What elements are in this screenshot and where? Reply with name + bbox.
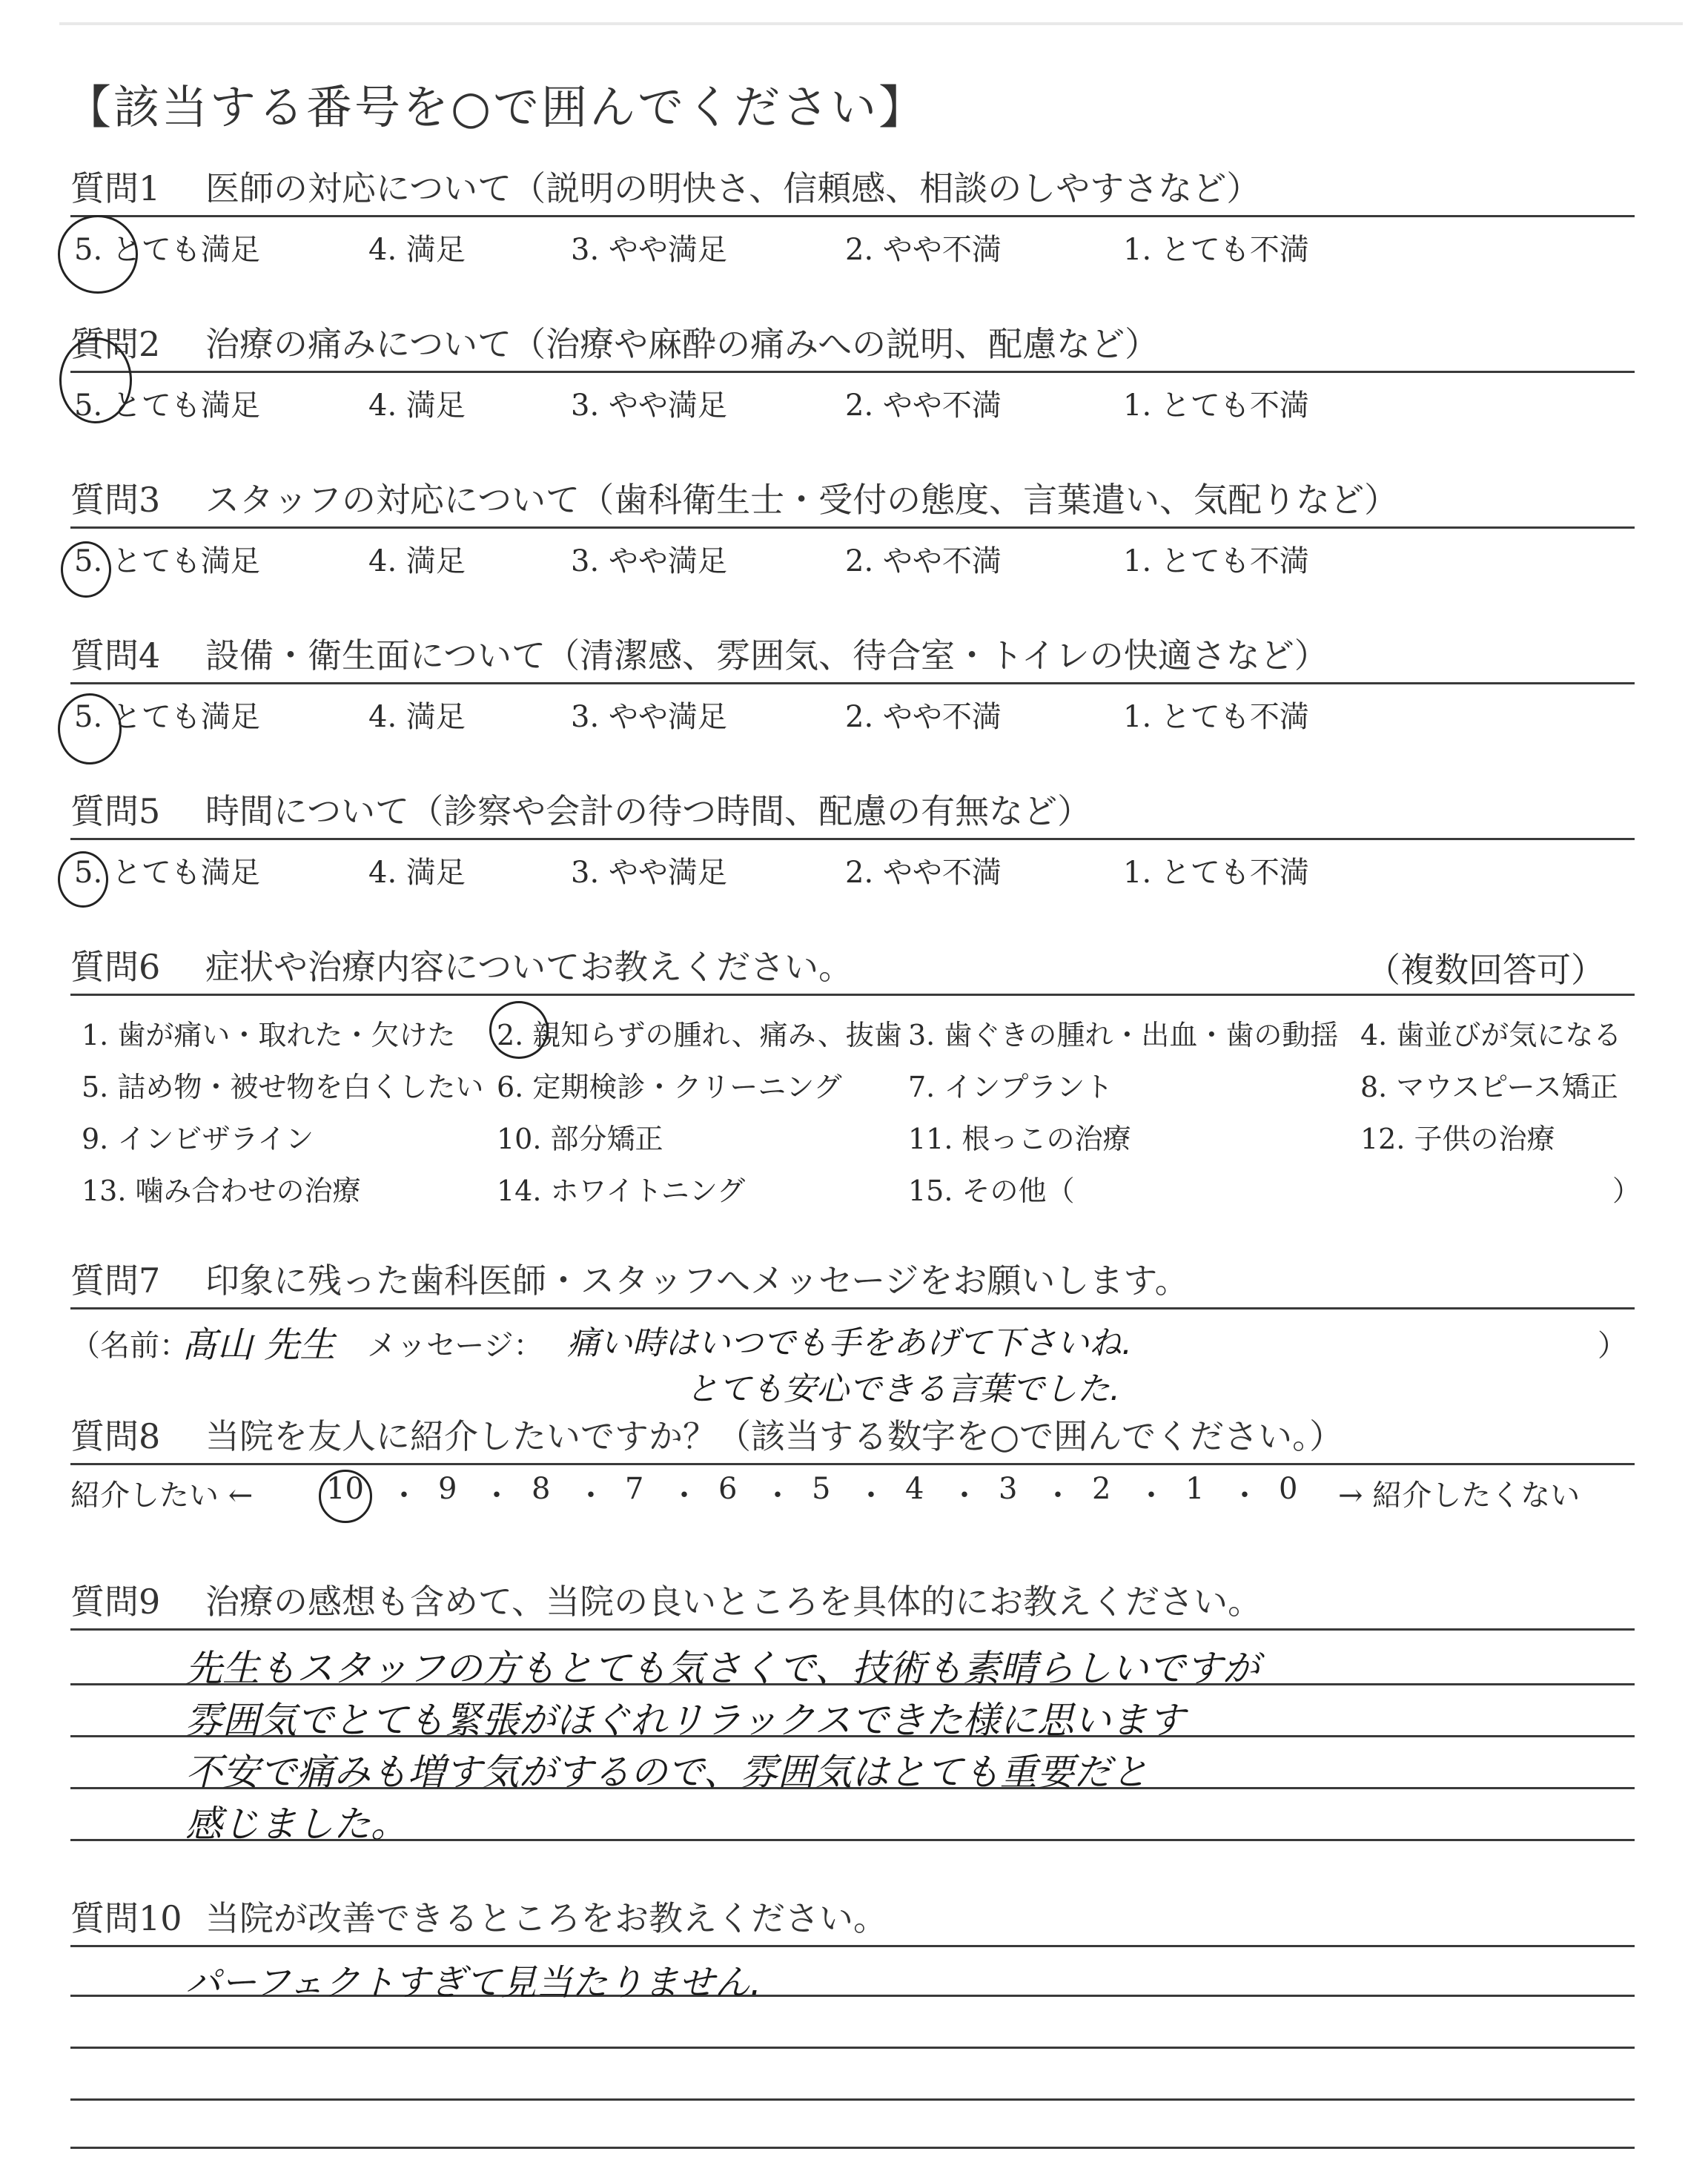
question-text: 治療の感想も含めて、当院の良いところを具体的にお教えください。 bbox=[205, 1582, 1262, 1622]
question-rule bbox=[70, 838, 1635, 840]
symptom-option[interactable]: 10. 部分矯正 bbox=[497, 1123, 663, 1155]
option-2[interactable]: 2. やや不満 bbox=[845, 544, 1002, 578]
option-1[interactable]: 1. とても不満 bbox=[1123, 700, 1309, 734]
recommend-scale bbox=[70, 1472, 1635, 1516]
selection-circle bbox=[319, 1470, 372, 1523]
question-text: 印象に残った歯科医師・スタッフへメッセージをお願いします。 bbox=[205, 1261, 1189, 1301]
question-number: 質問2 bbox=[70, 324, 161, 364]
scale-option-9[interactable]: 9 bbox=[438, 1472, 457, 1506]
symptom-option[interactable]: 12. 子供の治療 bbox=[1360, 1123, 1555, 1155]
page-top-edge bbox=[59, 22, 1683, 25]
scale-option-6[interactable]: 6 bbox=[718, 1472, 738, 1506]
message-close-paren: ） bbox=[1598, 1329, 1627, 1363]
question-number: 質問4 bbox=[70, 635, 161, 676]
option-3[interactable]: 3. やや満足 bbox=[571, 389, 727, 423]
rating-options bbox=[70, 849, 1635, 894]
rating-options bbox=[70, 382, 1635, 426]
symptom-option[interactable]: 4. 歯並びが気になる bbox=[1360, 1019, 1622, 1051]
symptom-option[interactable]: 3. 歯ぐきの腫れ・出血・歯の動揺 bbox=[908, 1019, 1339, 1051]
option-5[interactable]: 5. とても満足 bbox=[74, 700, 260, 734]
question-text: 医師の対応について（説明の明快さ、信頼感、相談のしやすさなど） bbox=[205, 168, 1261, 208]
scale-option-1[interactable]: 1 bbox=[1185, 1472, 1205, 1506]
option-1[interactable]: 1. とても不満 bbox=[1123, 233, 1309, 267]
question-rule bbox=[70, 371, 1635, 373]
scale-separator: ・ bbox=[482, 1479, 512, 1513]
option-2[interactable]: 2. やや不満 bbox=[845, 700, 1002, 734]
scale-right-label: → 紹介したくない bbox=[1338, 1479, 1580, 1513]
answer-line bbox=[70, 2098, 1635, 2101]
selection-circle bbox=[58, 215, 138, 294]
rating-options bbox=[70, 538, 1635, 582]
symptom-option[interactable]: 13. 噛み合わせの治療 bbox=[82, 1175, 361, 1207]
message-label: メッセージ： bbox=[367, 1329, 543, 1363]
selection-circle bbox=[489, 1001, 549, 1059]
scale-option-3[interactable]: 3 bbox=[999, 1472, 1018, 1506]
question-text: 治療の痛みについて（治療や麻酔の痛みへの説明、配慮など） bbox=[205, 324, 1159, 364]
scale-separator: ・ bbox=[389, 1479, 419, 1513]
answer-line bbox=[70, 2047, 1635, 2049]
form-header: 【該当する番号を○で囲んでください】 bbox=[65, 80, 927, 134]
answer-text-line[interactable]: 先生もスタッフの方もとても気さくで、技術も素晴らしいですが bbox=[185, 1647, 1260, 1690]
selection-circle bbox=[61, 541, 111, 598]
question-number: 質問7 bbox=[70, 1261, 161, 1301]
question-4 bbox=[70, 632, 1635, 738]
answer-text[interactable]: パーフェクトすぎて見当たりません. bbox=[185, 1962, 762, 2004]
answer-text-line[interactable]: 不安で痛みも増す気がするので、雰囲気はとても重要だと bbox=[185, 1751, 1148, 1794]
scale-option-4[interactable]: 4 bbox=[905, 1472, 924, 1506]
multiple-answer-note: （複数回答可） bbox=[1366, 950, 1605, 990]
question-8 bbox=[70, 1413, 1635, 1465]
option-5[interactable]: 5. とても満足 bbox=[74, 544, 260, 578]
question-number: 質問1 bbox=[70, 168, 161, 208]
staff-name-value[interactable]: 髙山 先生 bbox=[182, 1324, 336, 1366]
question-6 bbox=[70, 943, 1635, 996]
option-4[interactable]: 4. 満足 bbox=[368, 856, 466, 890]
question-number: 質問3 bbox=[70, 480, 161, 520]
option-5[interactable]: 5. とても満足 bbox=[74, 856, 260, 890]
question-text: 時間について（診察や会計の待つ時間、配慮の有無など） bbox=[205, 791, 1092, 831]
question-7 bbox=[70, 1257, 1635, 1309]
scale-left-label: 紹介したい ← bbox=[70, 1479, 254, 1513]
question-number: 質問8 bbox=[70, 1416, 161, 1456]
question-5 bbox=[70, 787, 1635, 894]
question-rule bbox=[70, 1463, 1635, 1465]
scale-separator: ・ bbox=[669, 1479, 699, 1513]
symptom-option[interactable]: 14. ホワイトニング bbox=[497, 1175, 746, 1207]
symptom-option[interactable]: 6. 定期検診・クリーニング bbox=[497, 1071, 842, 1103]
question-text: 当院が改善できるところをお教えください。 bbox=[205, 1898, 887, 1938]
question-9 bbox=[70, 1578, 1635, 1631]
message-row bbox=[70, 1316, 1635, 1420]
scale-separator: ・ bbox=[576, 1479, 606, 1513]
rating-options bbox=[70, 226, 1635, 271]
question-rule bbox=[70, 994, 1635, 996]
answer-line bbox=[70, 2147, 1635, 2149]
symptom-option[interactable]: 9. インビザライン bbox=[82, 1123, 314, 1155]
question-rule bbox=[70, 526, 1635, 529]
question-text: スタッフの対応について（歯科衛生士・受付の態度、言葉遣い、気配りなど） bbox=[205, 480, 1399, 520]
question-1 bbox=[70, 165, 1635, 271]
symptom-option[interactable]: 2. 親知らずの腫れ、痛み、抜歯 bbox=[497, 1019, 902, 1051]
option-4[interactable]: 4. 満足 bbox=[368, 544, 466, 578]
symptom-option[interactable]: 11. 根っこの治療 bbox=[908, 1123, 1131, 1155]
answer-text-line[interactable]: 感じました。 bbox=[185, 1803, 408, 1846]
option-2[interactable]: 2. やや不満 bbox=[845, 856, 1002, 890]
selection-circle bbox=[58, 693, 122, 764]
option-2[interactable]: 2. やや不満 bbox=[845, 233, 1002, 267]
symptom-option[interactable]: 1. 歯が痛い・取れた・欠けた bbox=[82, 1019, 456, 1051]
option-1[interactable]: 1. とても不満 bbox=[1123, 856, 1309, 890]
scale-separator: ・ bbox=[1230, 1479, 1260, 1513]
scale-option-10[interactable]: 10 bbox=[326, 1472, 364, 1506]
symptom-option[interactable]: 15. その他（ bbox=[908, 1175, 1075, 1207]
scale-option-7[interactable]: 7 bbox=[625, 1472, 644, 1506]
message-line-1[interactable]: 痛い時はいつでも手をあげて下さいね. bbox=[567, 1324, 1132, 1362]
scale-option-0[interactable]: 0 bbox=[1279, 1472, 1298, 1506]
name-label: （名前： bbox=[70, 1329, 189, 1363]
option-1[interactable]: 1. とても不満 bbox=[1123, 544, 1309, 578]
option-4[interactable]: 4. 満足 bbox=[368, 389, 466, 423]
scale-option-8[interactable]: 8 bbox=[532, 1472, 551, 1506]
question-rule bbox=[70, 1628, 1635, 1631]
selection-circle bbox=[59, 337, 132, 423]
question-rule bbox=[70, 1945, 1635, 1947]
option-5[interactable]: 5. とても満足 bbox=[74, 389, 260, 423]
scale-option-5[interactable]: 5 bbox=[812, 1472, 831, 1506]
question-2 bbox=[70, 320, 1635, 426]
scale-separator: ・ bbox=[763, 1479, 792, 1513]
question-rule bbox=[70, 1307, 1635, 1309]
option-1[interactable]: 1. とても不満 bbox=[1123, 389, 1309, 423]
option-4[interactable]: 4. 満足 bbox=[368, 233, 466, 267]
question-rule bbox=[70, 215, 1635, 217]
symptom-option[interactable]: 8. マウスピース矯正 bbox=[1360, 1071, 1618, 1103]
question-10 bbox=[70, 1895, 1635, 1947]
answer-text-line[interactable]: 雰囲気でとても緊張がほぐれリラックスできた様に思います bbox=[185, 1699, 1185, 1742]
question-text: 設備・衛生面について（清潔感、雰囲気、待合室・トイレの快適さなど） bbox=[205, 635, 1328, 676]
question-rule bbox=[70, 682, 1635, 684]
question-number: 質問5 bbox=[70, 791, 161, 831]
symptom-option[interactable]: 5. 詰め物・被せ物を白くしたい bbox=[82, 1071, 484, 1103]
scale-separator: ・ bbox=[1043, 1479, 1073, 1513]
question-number: 質問9 bbox=[70, 1582, 161, 1622]
scale-separator: ・ bbox=[1136, 1479, 1166, 1513]
option-5[interactable]: 5. とても満足 bbox=[74, 233, 260, 267]
option-3[interactable]: 3. やや満足 bbox=[571, 700, 727, 734]
question-number: 質問6 bbox=[70, 947, 161, 987]
selection-circle bbox=[58, 851, 108, 908]
message-line-2[interactable]: とても安心できる言葉でした. bbox=[686, 1370, 1120, 1408]
rating-options bbox=[70, 693, 1635, 738]
symptom-option[interactable]: 7. インプラント bbox=[908, 1071, 1113, 1103]
question-number: 質問10 bbox=[70, 1898, 182, 1938]
question-3 bbox=[70, 476, 1635, 582]
question-text: 当院を友人に紹介したいですか？（該当する数字を○で囲んでください。） bbox=[205, 1416, 1344, 1456]
scale-separator: ・ bbox=[856, 1479, 886, 1513]
scale-option-2[interactable]: 2 bbox=[1092, 1472, 1111, 1506]
scale-separator: ・ bbox=[950, 1479, 979, 1513]
other-close-paren: ） bbox=[1612, 1175, 1641, 1207]
question-text: 症状や治療内容についてお教えください。 bbox=[205, 947, 853, 987]
option-3[interactable]: 3. やや満足 bbox=[571, 856, 727, 890]
option-3[interactable]: 3. やや満足 bbox=[571, 544, 727, 578]
option-2[interactable]: 2. やや不満 bbox=[845, 389, 1002, 423]
option-3[interactable]: 3. やや満足 bbox=[571, 233, 727, 267]
option-4[interactable]: 4. 満足 bbox=[368, 700, 466, 734]
